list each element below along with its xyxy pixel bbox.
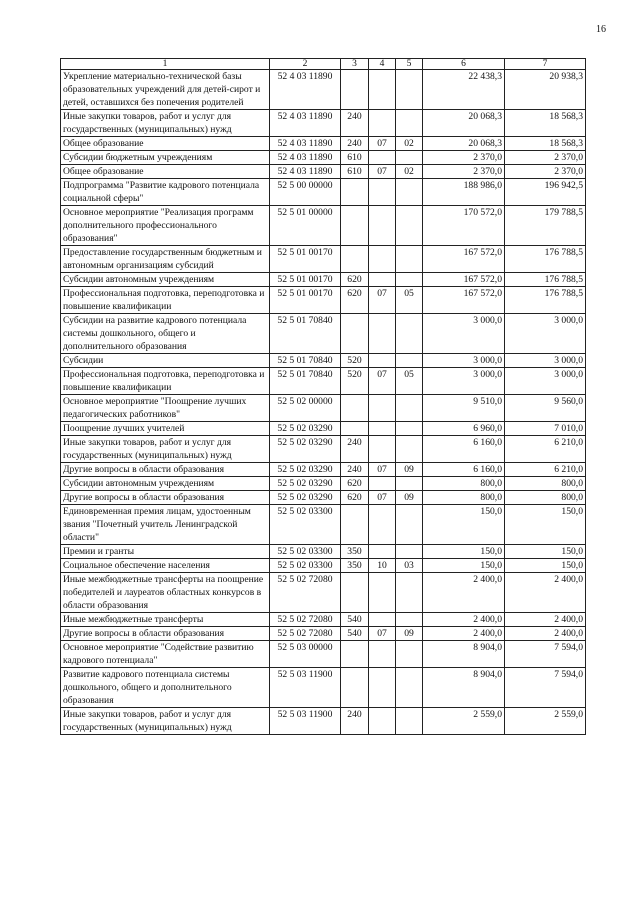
- row-name-cell: Поощрение лучших учителей: [61, 422, 270, 436]
- row-amount-year2-cell: 7 594,0: [505, 641, 586, 668]
- row-code-cell: 52 5 02 03290: [270, 463, 341, 477]
- row-amount-year1-cell: 2 400,0: [423, 573, 505, 613]
- table-row: [61, 559, 586, 573]
- row-amount-year1-cell: 2 370,0: [423, 165, 505, 179]
- row-name-cell: Другие вопросы в области образования: [61, 463, 270, 477]
- row-amount-year2-cell: 2 400,0: [505, 613, 586, 627]
- row-subsection-cell: [396, 641, 423, 668]
- row-section-cell: 07: [369, 491, 396, 505]
- table-row: [61, 314, 586, 354]
- row-name-cell: Предоставление государственным бюджетным и автономным организациям субсидий: [61, 246, 270, 273]
- row-amount-year2-cell: 179 788,5: [505, 206, 586, 246]
- row-code-cell: 52 4 03 11890: [270, 151, 341, 165]
- table-row: [61, 641, 586, 668]
- row-subsection-cell: 09: [396, 463, 423, 477]
- row-expense-type-cell: 540: [341, 613, 369, 627]
- row-amount-year2-cell: 6 210,0: [505, 463, 586, 477]
- row-expense-type-cell: [341, 668, 369, 708]
- row-section-cell: [369, 110, 396, 137]
- row-code-cell: 52 5 01 70840: [270, 368, 341, 395]
- row-amount-year1-cell: 9 510,0: [423, 395, 505, 422]
- row-expense-type-cell: [341, 641, 369, 668]
- row-amount-year2-cell: 2 370,0: [505, 151, 586, 165]
- row-expense-type-cell: [341, 422, 369, 436]
- row-amount-year2-cell: 3 000,0: [505, 368, 586, 395]
- table-row: [61, 491, 586, 505]
- row-section-cell: 07: [369, 627, 396, 641]
- row-amount-year1-cell: 22 438,3: [423, 70, 505, 110]
- table-row: [61, 206, 586, 246]
- row-name-cell: Премии и гранты: [61, 545, 270, 559]
- row-code-cell: 52 4 03 11890: [270, 110, 341, 137]
- row-expense-type-cell: 520: [341, 354, 369, 368]
- row-subsection-cell: 09: [396, 491, 423, 505]
- row-amount-year2-cell: 7 594,0: [505, 668, 586, 708]
- row-amount-year1-cell: 2 400,0: [423, 627, 505, 641]
- table-row: [61, 368, 586, 395]
- row-expense-type-cell: [341, 179, 369, 206]
- row-amount-year2-cell: 800,0: [505, 477, 586, 491]
- row-section-cell: [369, 641, 396, 668]
- row-name-cell: Субсидии на развитие кадрового потенциала системы дошкольного, общего и дополнительного образования: [61, 314, 270, 354]
- row-section-cell: 07: [369, 287, 396, 314]
- row-subsection-cell: 02: [396, 137, 423, 151]
- row-code-cell: 52 5 01 00170: [270, 246, 341, 273]
- row-amount-year2-cell: 196 942,5: [505, 179, 586, 206]
- row-subsection-cell: [396, 110, 423, 137]
- row-expense-type-cell: 240: [341, 137, 369, 151]
- row-amount-year1-cell: 170 572,0: [423, 206, 505, 246]
- row-amount-year1-cell: 3 000,0: [423, 354, 505, 368]
- row-code-cell: 52 5 02 03290: [270, 491, 341, 505]
- row-subsection-cell: [396, 273, 423, 287]
- row-name-cell: Основное мероприятие "Содействие развитию кадрового потенциала": [61, 641, 270, 668]
- table-row: [61, 708, 586, 735]
- row-subsection-cell: [396, 545, 423, 559]
- row-subsection-cell: [396, 505, 423, 545]
- row-amount-year1-cell: 6 960,0: [423, 422, 505, 436]
- row-expense-type-cell: 240: [341, 110, 369, 137]
- table-header: [61, 59, 586, 70]
- row-amount-year2-cell: 18 568,3: [505, 110, 586, 137]
- row-subsection-cell: [396, 708, 423, 735]
- table-row: [61, 179, 586, 206]
- row-section-cell: 07: [369, 165, 396, 179]
- row-section-cell: 07: [369, 463, 396, 477]
- row-section-cell: [369, 505, 396, 545]
- row-section-cell: [369, 422, 396, 436]
- row-code-cell: 52 4 03 11890: [270, 165, 341, 179]
- column-header: 3: [341, 59, 369, 70]
- row-subsection-cell: 02: [396, 165, 423, 179]
- row-amount-year1-cell: 167 572,0: [423, 246, 505, 273]
- row-expense-type-cell: 610: [341, 151, 369, 165]
- row-amount-year1-cell: 20 068,3: [423, 137, 505, 151]
- row-amount-year2-cell: 6 210,0: [505, 436, 586, 463]
- row-section-cell: [369, 70, 396, 110]
- row-amount-year1-cell: 3 000,0: [423, 368, 505, 395]
- column-header: 6: [423, 59, 505, 70]
- row-name-cell: Иные межбюджетные трансферты: [61, 613, 270, 627]
- row-section-cell: [369, 314, 396, 354]
- row-amount-year2-cell: 20 938,3: [505, 70, 586, 110]
- row-section-cell: 07: [369, 137, 396, 151]
- table-row: [61, 545, 586, 559]
- row-section-cell: [369, 273, 396, 287]
- row-section-cell: [369, 179, 396, 206]
- table-row: [61, 422, 586, 436]
- table-row: [61, 477, 586, 491]
- row-amount-year2-cell: 3 000,0: [505, 314, 586, 354]
- row-amount-year1-cell: 8 904,0: [423, 641, 505, 668]
- row-section-cell: [369, 151, 396, 165]
- row-code-cell: 52 5 00 00000: [270, 179, 341, 206]
- row-amount-year1-cell: 8 904,0: [423, 668, 505, 708]
- row-section-cell: [369, 545, 396, 559]
- table-row: [61, 573, 586, 613]
- table-body: [61, 70, 586, 735]
- row-expense-type-cell: 240: [341, 463, 369, 477]
- row-section-cell: [369, 246, 396, 273]
- row-subsection-cell: [396, 70, 423, 110]
- row-section-cell: [369, 395, 396, 422]
- row-amount-year1-cell: 150,0: [423, 545, 505, 559]
- row-amount-year2-cell: 3 000,0: [505, 354, 586, 368]
- row-code-cell: 52 5 02 00000: [270, 395, 341, 422]
- row-section-cell: [369, 708, 396, 735]
- row-expense-type-cell: 240: [341, 708, 369, 735]
- row-expense-type-cell: 620: [341, 287, 369, 314]
- row-amount-year2-cell: 18 568,3: [505, 137, 586, 151]
- row-name-cell: Единовременная премия лицам, удостоенным звания "Почетный учитель Ленинградской области": [61, 505, 270, 545]
- row-expense-type-cell: [341, 505, 369, 545]
- row-code-cell: 52 5 02 03290: [270, 422, 341, 436]
- row-name-cell: Иные закупки товаров, работ и услуг для государственных (муниципальных) нужд: [61, 708, 270, 735]
- row-code-cell: 52 5 02 03290: [270, 436, 341, 463]
- row-subsection-cell: 03: [396, 559, 423, 573]
- page-number: 16: [596, 24, 606, 35]
- row-expense-type-cell: 520: [341, 368, 369, 395]
- row-amount-year1-cell: 800,0: [423, 477, 505, 491]
- row-code-cell: 52 4 03 11890: [270, 70, 341, 110]
- row-name-cell: Укрепление материально-технической базы образовательных учреждений для детей-сирот и детей, оставшихся без попечения родителей: [61, 70, 270, 110]
- row-expense-type-cell: [341, 246, 369, 273]
- row-subsection-cell: [396, 314, 423, 354]
- table-row: [61, 151, 586, 165]
- row-amount-year1-cell: 167 572,0: [423, 287, 505, 314]
- row-name-cell: Иные закупки товаров, работ и услуг для государственных (муниципальных) нужд: [61, 110, 270, 137]
- row-amount-year1-cell: 6 160,0: [423, 436, 505, 463]
- row-name-cell: Профессиональная подготовка, переподготовка и повышение квалификации: [61, 287, 270, 314]
- row-subsection-cell: [396, 573, 423, 613]
- row-code-cell: 52 5 02 03290: [270, 477, 341, 491]
- row-expense-type-cell: [341, 314, 369, 354]
- row-code-cell: 52 5 02 72080: [270, 627, 341, 641]
- row-code-cell: 52 5 02 72080: [270, 613, 341, 627]
- row-subsection-cell: [396, 436, 423, 463]
- row-expense-type-cell: 350: [341, 545, 369, 559]
- table-row: [61, 505, 586, 545]
- row-code-cell: 52 5 02 03300: [270, 505, 341, 545]
- row-amount-year1-cell: 6 160,0: [423, 463, 505, 477]
- row-code-cell: 52 5 01 70840: [270, 354, 341, 368]
- row-amount-year1-cell: 2 559,0: [423, 708, 505, 735]
- row-section-cell: 10: [369, 559, 396, 573]
- table-row: [61, 137, 586, 151]
- row-subsection-cell: [396, 179, 423, 206]
- row-amount-year1-cell: 2 370,0: [423, 151, 505, 165]
- row-amount-year1-cell: 20 068,3: [423, 110, 505, 137]
- row-amount-year2-cell: 176 788,5: [505, 246, 586, 273]
- row-subsection-cell: [396, 613, 423, 627]
- column-header: 7: [505, 59, 586, 70]
- row-amount-year2-cell: 176 788,5: [505, 273, 586, 287]
- row-name-cell: Субсидии автономным учреждениям: [61, 477, 270, 491]
- row-section-cell: [369, 436, 396, 463]
- row-expense-type-cell: [341, 573, 369, 613]
- table-row: [61, 273, 586, 287]
- row-amount-year1-cell: 167 572,0: [423, 273, 505, 287]
- row-section-cell: [369, 613, 396, 627]
- table-row: [61, 436, 586, 463]
- row-subsection-cell: [396, 151, 423, 165]
- row-amount-year2-cell: 150,0: [505, 505, 586, 545]
- row-amount-year2-cell: 2 559,0: [505, 708, 586, 735]
- row-amount-year1-cell: 188 986,0: [423, 179, 505, 206]
- column-header: 5: [396, 59, 423, 70]
- row-code-cell: 52 4 03 11890: [270, 137, 341, 151]
- table-row: [61, 613, 586, 627]
- row-code-cell: 52 5 03 11900: [270, 668, 341, 708]
- row-amount-year2-cell: 9 560,0: [505, 395, 586, 422]
- row-amount-year1-cell: 2 400,0: [423, 613, 505, 627]
- table-row: [61, 668, 586, 708]
- row-amount-year2-cell: 176 788,5: [505, 287, 586, 314]
- row-section-cell: [369, 477, 396, 491]
- row-subsection-cell: [396, 246, 423, 273]
- table-row: [61, 463, 586, 477]
- table-row: [61, 395, 586, 422]
- row-code-cell: 52 5 01 00170: [270, 287, 341, 314]
- row-amount-year1-cell: 800,0: [423, 491, 505, 505]
- row-expense-type-cell: 620: [341, 491, 369, 505]
- row-subsection-cell: 09: [396, 627, 423, 641]
- table-row: [61, 354, 586, 368]
- row-name-cell: Субсидии бюджетным учреждениям: [61, 151, 270, 165]
- column-header: 4: [369, 59, 396, 70]
- row-amount-year2-cell: 2 400,0: [505, 627, 586, 641]
- row-amount-year1-cell: 150,0: [423, 559, 505, 573]
- row-subsection-cell: [396, 422, 423, 436]
- row-amount-year2-cell: 800,0: [505, 491, 586, 505]
- row-name-cell: Общее образование: [61, 165, 270, 179]
- row-name-cell: Профессиональная подготовка, переподготовка и повышение квалификации: [61, 368, 270, 395]
- row-code-cell: 52 5 02 03300: [270, 545, 341, 559]
- table-row: [61, 110, 586, 137]
- row-name-cell: Общее образование: [61, 137, 270, 151]
- row-code-cell: 52 5 01 70840: [270, 314, 341, 354]
- row-expense-type-cell: 350: [341, 559, 369, 573]
- row-section-cell: 07: [369, 368, 396, 395]
- row-name-cell: Подпрограмма "Развитие кадрового потенциала социальной сферы": [61, 179, 270, 206]
- row-code-cell: 52 5 02 03300: [270, 559, 341, 573]
- row-amount-year1-cell: 150,0: [423, 505, 505, 545]
- row-name-cell: Иные межбюджетные трансферты на поощрение победителей и лауреатов областных конкурсов в области образования: [61, 573, 270, 613]
- row-amount-year2-cell: 150,0: [505, 545, 586, 559]
- row-expense-type-cell: [341, 206, 369, 246]
- row-amount-year2-cell: 2 400,0: [505, 573, 586, 613]
- row-expense-type-cell: 540: [341, 627, 369, 641]
- row-name-cell: Субсидии: [61, 354, 270, 368]
- budget-table: [60, 58, 586, 735]
- row-section-cell: [369, 668, 396, 708]
- table-row: [61, 246, 586, 273]
- row-code-cell: 52 5 02 72080: [270, 573, 341, 613]
- row-name-cell: Другие вопросы в области образования: [61, 491, 270, 505]
- row-code-cell: 52 5 03 00000: [270, 641, 341, 668]
- row-amount-year1-cell: 3 000,0: [423, 314, 505, 354]
- row-code-cell: 52 5 01 00170: [270, 273, 341, 287]
- row-expense-type-cell: [341, 395, 369, 422]
- row-subsection-cell: 05: [396, 368, 423, 395]
- row-expense-type-cell: [341, 70, 369, 110]
- row-name-cell: Субсидии автономным учреждениям: [61, 273, 270, 287]
- row-section-cell: [369, 206, 396, 246]
- row-subsection-cell: [396, 477, 423, 491]
- row-code-cell: 52 5 01 00000: [270, 206, 341, 246]
- row-name-cell: Основное мероприятие "Поощрение лучших педагогических работников": [61, 395, 270, 422]
- column-header: 1: [61, 59, 270, 70]
- row-amount-year2-cell: 7 010,0: [505, 422, 586, 436]
- table-row: [61, 627, 586, 641]
- row-name-cell: Иные закупки товаров, работ и услуг для государственных (муниципальных) нужд: [61, 436, 270, 463]
- row-expense-type-cell: 240: [341, 436, 369, 463]
- row-expense-type-cell: 620: [341, 273, 369, 287]
- row-expense-type-cell: 610: [341, 165, 369, 179]
- row-name-cell: Социальное обеспечение населения: [61, 559, 270, 573]
- row-section-cell: [369, 354, 396, 368]
- row-amount-year2-cell: 150,0: [505, 559, 586, 573]
- table-row: [61, 287, 586, 314]
- row-name-cell: Основное мероприятие "Реализация программ дополнительного профессионального образования": [61, 206, 270, 246]
- row-subsection-cell: 05: [396, 287, 423, 314]
- row-subsection-cell: [396, 354, 423, 368]
- row-name-cell: Развитие кадрового потенциала системы дошкольного, общего и дополнительного образования: [61, 668, 270, 708]
- table-row: [61, 70, 586, 110]
- row-name-cell: Другие вопросы в области образования: [61, 627, 270, 641]
- column-header: 2: [270, 59, 341, 70]
- row-amount-year2-cell: 2 370,0: [505, 165, 586, 179]
- row-subsection-cell: [396, 668, 423, 708]
- row-code-cell: 52 5 03 11900: [270, 708, 341, 735]
- row-subsection-cell: [396, 206, 423, 246]
- table-row: [61, 165, 586, 179]
- row-expense-type-cell: 620: [341, 477, 369, 491]
- row-section-cell: [369, 573, 396, 613]
- row-subsection-cell: [396, 395, 423, 422]
